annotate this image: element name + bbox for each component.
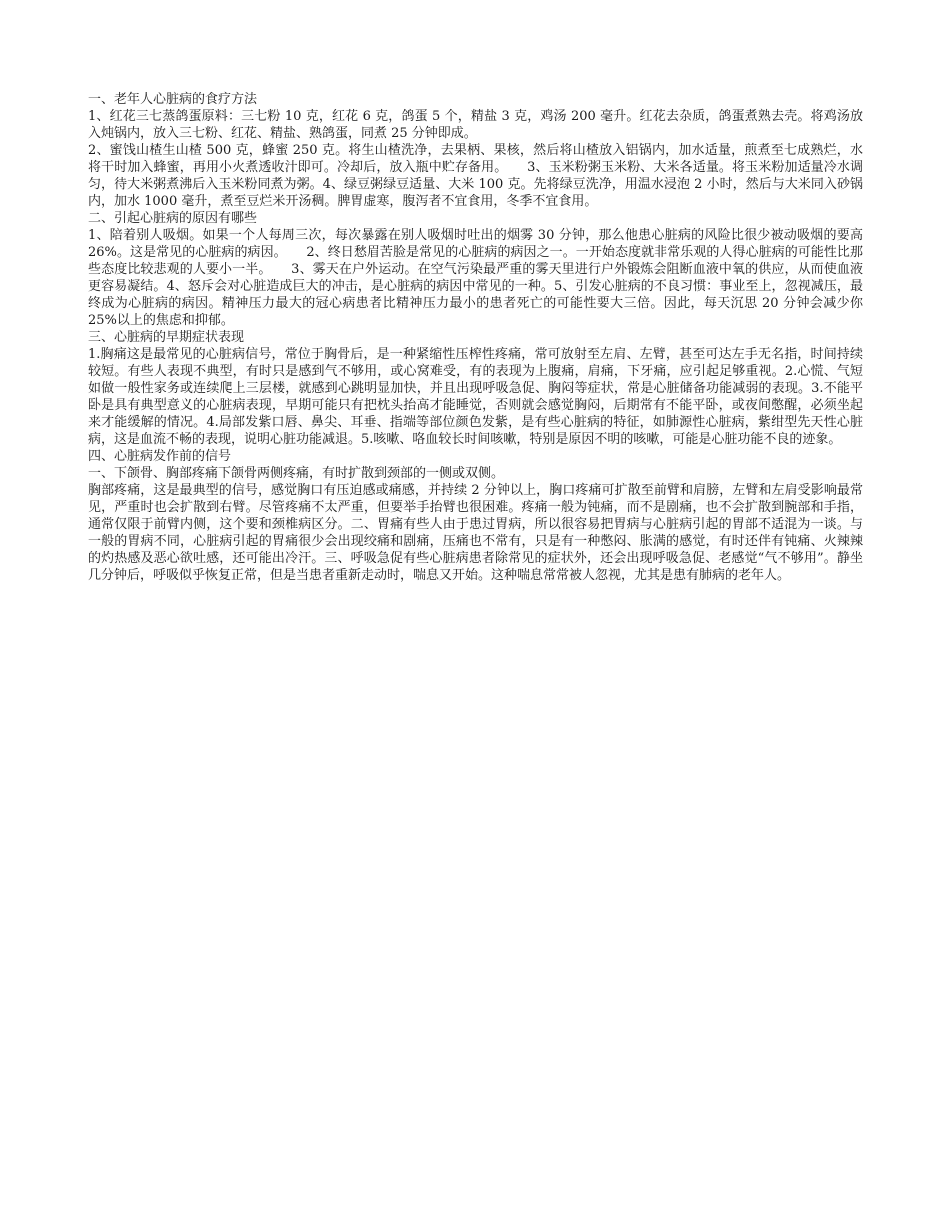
paragraph-early-symptoms: 1.胸痛这是最常见的心脏病信号，常位于胸骨后，是一种紧缩性压榨性疼痛，常可放射至左肩、左臂，甚至可达左手无名指，时间持续较短。有些人表现不典型，有时只是感到气不够用，或心窝难受，有的表现为上腹痛，肩痛，下牙痛，应引起足够重视。2.心慌、气短如做一般性家务或连续爬上三层楼，就感到心跳明显加快，并且出现呼吸急促、胸闷等症状，常是心脏储备功能减弱的表现。3.不能平卧是具有典型意义的心脏病表现，早期可能只有把枕头抬高才能睡觉，否则就会感觉胸闷，后期常有不能平卧，或夜间憋醒，必须坐起来才能缓解的情况。4.局部发紫口唇、鼻尖、耳垂、指端等部位颜色发紫，是有些心脏病的特征，如肺源性心脏病，紫绀型先天性心脏病，这是血流不畅的表现，说明心脏功能减退。5.咳嗽、咯血较长时间咳嗽，特别是原因不明的咳嗽，可能是心脏功能不良的迹象。 — [88, 347, 863, 447]
document-body — [88, 91, 863, 584]
paragraph-jaw-chest-pain: 一、下颌骨、胸部疼痛下颌骨两侧疼痛，有时扩散到颈部的一侧或双侧。 — [88, 466, 505, 481]
paragraph-warning-details: 胸部疼痛，这是最典型的信号，感觉胸口有压迫感或痛感，并持续 2 分钟以上，胸口疼痛可扩散至前臂和肩膀，左臂和左肩受影响最常见，严重时也会扩散到右臂。尽管疼痛不太严重，但要举手抬臂也很困难。疼痛一般为钝痛，而不是剧痛，也不会扩散到腕部和手指，通常仅限于前臂内侧，这个要和颈椎病区分。二、胃痛有些人由于患过胃病，所以很容易把胃病与心脏病引起的胃部不适混为一谈。与一般的胃病不同，心脏病引起的胃痛很少会出现绞痛和剧痛，压痛也不常有，只是有一种憋闷、胀满的感觉，有时还伴有钝痛、火辣辣的灼热感及恶心欲吐感，还可能出冷汗。三、呼吸急促有些心脏病患者除常见的症状外，还会出现呼吸急促、老感觉“气不够用”。静坐几分钟后，呼吸似乎恢复正常，但是当患者重新走动时，喘息又开始。这种喘息常常被人忽视，尤其是患有肺病的老年人。 — [88, 483, 863, 583]
section-heading-diet-therapy: 一、老年人心脏病的食疗方法 — [88, 92, 258, 107]
section-heading-warning-signals: 四、心脏病发作前的信号 — [88, 449, 232, 464]
section-heading-early-symptoms: 三、心脏病的早期症状表现 — [88, 330, 245, 345]
paragraph-recipes-2-4: 2、蜜饯山楂生山楂 500 克，蜂蜜 250 克。将生山楂洗净，去果柄、果核，然后将山楂放入铝锅内，加水适量，煎煮至七成熟烂，水将干时加入蜂蜜，再用小火煮透收汁即可。冷却后，放入瓶中贮存备用。 3、玉米粉粥玉米粉、大米各适量。将玉米粉加适量冷水调匀，待大米粥煮沸后入玉米粉同煮为粥。4、绿豆粥绿豆适量、大米 100 克。先将绿豆洗净，用温水浸泡 2 小时，然后与大米同入砂锅内，加水 1000 毫升，煮至豆烂米开汤稠。脾胃虚寒，腹泻者不宜食用，冬季不宜食用。 — [88, 143, 863, 209]
paragraph-causes: 1、陪着别人吸烟。如果一个人每周三次，每次暴露在别人吸烟时吐出的烟雾 30 分钟，那么他患心脏病的风险比很少被动吸烟的要高 26%。这是常见的心脏病的病因。 2、终日愁眉苦脸是常见的心脏病的病因之一。一开始态度就非常乐观的人得心脏病的可能性比那些态度比较悲观的人要小一半。 3、雾天在户外运动。在空气污染最严重的雾天里进行户外锻炼会阻断血液中氧的供应，从而使血液更容易凝结。4、怒斥会对心脏造成巨大的冲击，是心脏病的病因中常见的一种。5、引发心脏病的不良习惯：事业至上，忽视减压，最终成为心脏病的病因。精神压力最大的冠心病患者比精神压力最小的患者死亡的可能性要大三倍。因此，每天沉思 20 分钟会减少你 25%以上的焦虑和抑郁。 — [88, 228, 863, 328]
section-heading-causes: 二、引起心脏病的原因有哪些 — [88, 211, 258, 226]
paragraph-recipe-1: 1、红花三七蒸鸽蛋原料：三七粉 10 克，红花 6 克，鸽蛋 5 个，精盐 3 克，鸡汤 200 毫升。红花去杂质，鸽蛋煮熟去壳。将鸡汤放入炖锅内，放入三七粉、红花、精盐、熟鸽蛋，同煮 25 分钟即成。 — [88, 109, 863, 141]
